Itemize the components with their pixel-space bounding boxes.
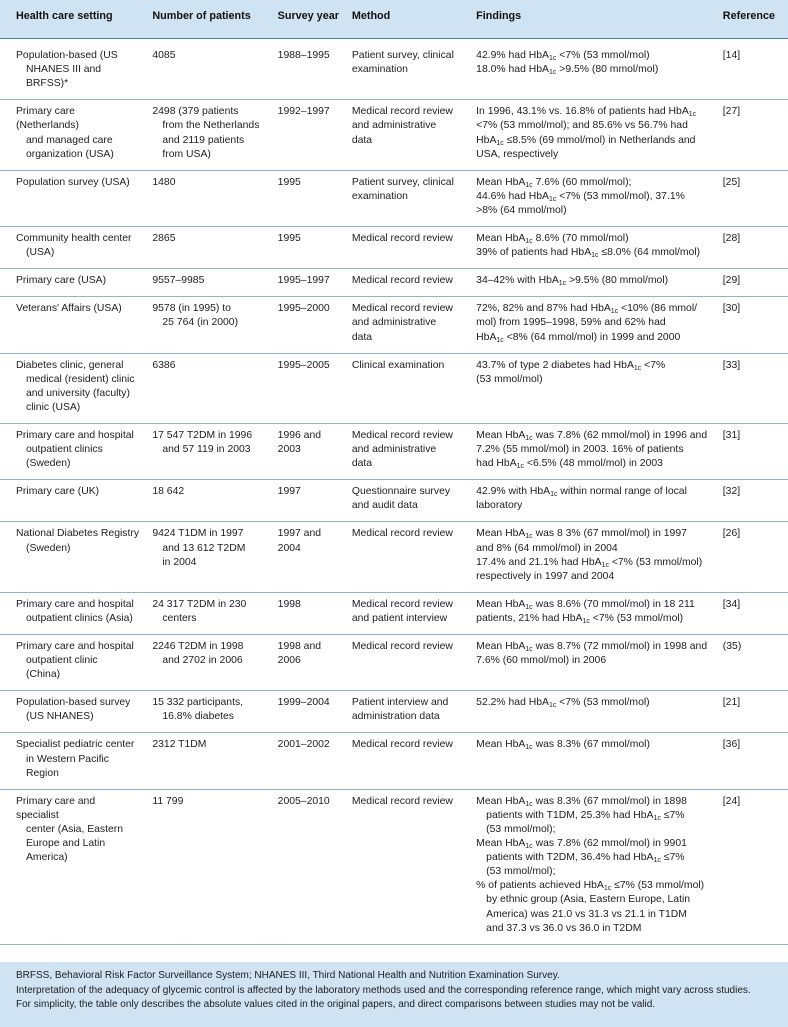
cell-number-of-patients: [146, 789, 271, 944]
table-row: [0, 423, 788, 479]
table-row: [0, 353, 788, 423]
cell-method: [346, 592, 470, 634]
table-row: [0, 170, 788, 226]
cell-findings: [470, 353, 717, 423]
cell-findings-line: and 8% (64 mmol/mol) in 2004: [476, 542, 618, 554]
cell-reference: [24]: [717, 789, 788, 944]
cell-findings-line: (53 mmol/mol);: [486, 866, 556, 878]
cell-survey-year-line: 2004: [277, 542, 301, 554]
cell-health-care-setting: [0, 691, 146, 733]
cell-findings-line: 52.2% had HbA$_{1c}$ <7% (53 mmol/mol): [476, 697, 650, 710]
cell-health-care-setting: [0, 635, 146, 691]
cell-method: [346, 170, 470, 226]
cell-method-line: examination: [351, 190, 408, 202]
cell-survey-year: [272, 592, 346, 634]
cell-health-care-setting: [0, 297, 146, 353]
header-reference: Reference: [717, 0, 788, 39]
cell-findings-line: 7.2% (55 mmol/mol) in 2003. 16% of patients: [476, 444, 684, 456]
cell-method-line: Questionnaire survey: [351, 486, 451, 498]
cell-method: [346, 635, 470, 691]
cell-findings-line: Mean HbA$_{1c}$ was 8.3% (67 mmol/mol): [476, 739, 650, 752]
cell-number-of-patients: [146, 39, 271, 100]
cell-method-line: Medical record review: [351, 429, 453, 441]
cell-method-line: Medical record review: [351, 275, 453, 287]
cell-method-line: Patient survey, clinical: [351, 50, 454, 62]
header-number-of-patients: Number of patients: [146, 0, 271, 39]
cell-survey-year-line: 2003: [277, 444, 301, 456]
cell-findings: [470, 789, 717, 944]
cell-findings-line: Mean HbA$_{1c}$ was 7.8% (62 mmol/mol) in 1996 and: [476, 429, 708, 442]
cell-health-care-setting-line: Population-based survey: [16, 697, 131, 709]
cell-findings-line: Mean HbA$_{1c}$ was 8.6% (70 mmol/mol) in 18 211: [476, 598, 695, 611]
cell-findings-line: laboratory: [476, 500, 523, 512]
cell-number-of-patients-line: 4085: [152, 50, 176, 62]
cell-survey-year: [272, 522, 346, 592]
cell-findings: [470, 592, 717, 634]
cell-findings: [470, 522, 717, 592]
cell-method: [346, 733, 470, 789]
cell-findings-line: (53 mmol/mol);: [486, 823, 556, 835]
cell-number-of-patients-line: 16.8% diabetes: [162, 711, 234, 723]
cell-reference: [14]: [717, 39, 788, 100]
cell-reference: [30]: [717, 297, 788, 353]
cell-findings-line: HbA$_{1c}$ <8% (64 mmol/mol) in 1999 and 2000: [476, 331, 681, 344]
cell-survey-year: [272, 691, 346, 733]
cell-health-care-setting-line: Veterans' Affairs (USA): [16, 303, 122, 315]
cell-number-of-patients-line: from the Netherlands: [162, 120, 260, 132]
cell-survey-year-line: 1995–2005: [277, 359, 330, 371]
cell-survey-year-line: 1992–1997: [277, 106, 330, 118]
cell-number-of-patients-line: 9424 T1DM in 1997: [152, 528, 244, 540]
cell-number-of-patients-line: 15 332 participants,: [152, 697, 244, 709]
cell-method-line: Clinical examination: [351, 359, 445, 371]
cell-survey-year-line: 1995–2000: [277, 303, 330, 315]
cell-findings-line: mol) from 1995–1998, 59% and 62% had: [476, 317, 666, 329]
cell-health-care-setting-line: Europe and Latin: [26, 838, 106, 850]
cell-health-care-setting-line: Population-based (US: [16, 50, 118, 62]
cell-method: [346, 100, 470, 170]
cell-survey-year: [272, 100, 346, 170]
cell-method-line: Patient survey, clinical: [351, 176, 454, 188]
cell-findings-line: 72%, 82% and 87% had HbA$_{1c}$ <10% (86 mmol/: [476, 303, 698, 316]
cell-method-line: Medical record review: [351, 303, 453, 315]
table-row: [0, 227, 788, 269]
cell-number-of-patients-line: and 13 612 T2DM: [162, 542, 246, 554]
cell-health-care-setting-line: Primary care (Netherlands): [16, 106, 79, 132]
cell-number-of-patients: [146, 297, 271, 353]
cell-health-care-setting: [0, 480, 146, 522]
cell-survey-year: [272, 789, 346, 944]
cell-survey-year: [272, 227, 346, 269]
cell-number-of-patients-line: 2498 (379 patients: [152, 106, 239, 118]
cell-findings-line: 18.0% had HbA$_{1c}$ >9.5% (80 mmol/mol): [476, 64, 659, 77]
cell-survey-year-line: 2005–2010: [277, 795, 330, 807]
cell-findings: [470, 423, 717, 479]
header-findings: Findings: [470, 0, 717, 39]
cell-survey-year-line: 1995: [277, 233, 301, 245]
cell-number-of-patients: [146, 353, 271, 423]
table-row: [0, 269, 788, 297]
cell-method: [346, 297, 470, 353]
footnote-interpretation: Interpretation of the adequacy of glycemic control is affected by the laboratory methods used and the corresponding reference range, which might vary across studies.: [16, 984, 751, 996]
cell-findings: [470, 170, 717, 226]
cell-survey-year-line: 2006: [277, 655, 301, 667]
cell-method-line: and administrative: [351, 120, 437, 132]
cell-survey-year: [272, 480, 346, 522]
cell-method-line: Medical record review: [351, 795, 453, 807]
cell-findings-line: >8% (64 mmol/mol): [476, 204, 567, 216]
cell-health-care-setting: [0, 39, 146, 100]
cell-findings-line: 44.6% had HbA$_{1c}$ <7% (53 mmol/mol), 37.1%: [476, 190, 685, 203]
cell-findings: [470, 733, 717, 789]
cell-health-care-setting-line: Population survey (USA): [16, 176, 130, 188]
cell-number-of-patients: [146, 269, 271, 297]
cell-findings: [470, 269, 717, 297]
cell-method-line: and audit data: [351, 500, 418, 512]
cell-method-line: and administrative: [351, 444, 437, 456]
cell-health-care-setting-line: (China): [26, 669, 61, 681]
cell-reference: [33]: [717, 353, 788, 423]
cell-health-care-setting: [0, 100, 146, 170]
cell-reference: [32]: [717, 480, 788, 522]
cell-method-line: and administrative: [351, 317, 437, 329]
cell-number-of-patients-line: 9557–9985: [152, 275, 205, 287]
cell-reference: [28]: [717, 227, 788, 269]
cell-method-line: data: [351, 458, 373, 470]
cell-health-care-setting-line: Region: [26, 767, 59, 779]
cell-findings-line: Mean HbA$_{1c}$ was 8 3% (67 mmol/mol) in 1997: [476, 528, 687, 541]
cell-health-care-setting-line: (US NHANES): [26, 711, 94, 723]
cell-method: [346, 39, 470, 100]
cell-findings-line: % of patients achieved HbA$_{1c}$ ≤7% (53 mmol/mol): [476, 880, 705, 893]
cell-health-care-setting-line: (Sweden): [26, 458, 71, 470]
cell-number-of-patients: [146, 423, 271, 479]
cell-health-care-setting: [0, 353, 146, 423]
cell-method-line: Medical record review: [351, 739, 453, 751]
cell-findings-line: respectively in 1997 and 2004: [476, 570, 615, 582]
cell-findings-line: <7% (53 mmol/mol); and 85.6% vs 56.7% had: [476, 120, 688, 132]
cell-health-care-setting-line: (USA): [26, 247, 55, 259]
cell-reference: [27]: [717, 100, 788, 170]
cell-number-of-patients-line: centers: [162, 612, 197, 624]
cell-health-care-setting-line: outpatient clinics: [26, 444, 103, 456]
cell-method-line: and patient interview: [351, 612, 448, 624]
cell-findings-line: Mean HbA$_{1c}$ was 8.7% (72 mmol/mol) in 1998 and: [476, 641, 708, 653]
cell-method: [346, 480, 470, 522]
cell-health-care-setting: [0, 592, 146, 634]
table-body: [0, 39, 788, 945]
cell-health-care-setting-line: clinic (USA): [26, 401, 81, 413]
cell-health-care-setting-line: NHANES III and: [26, 64, 102, 76]
cell-health-care-setting: [0, 269, 146, 297]
cell-findings-line: by ethnic group (Asia, Eastern Europe, Latin: [486, 894, 691, 906]
cell-reference: [26]: [717, 522, 788, 592]
cell-health-care-setting: [0, 423, 146, 479]
cell-reference: [36]: [717, 733, 788, 789]
cell-number-of-patients-line: 24 317 T2DM in 230: [152, 598, 247, 610]
cell-method: [346, 227, 470, 269]
cell-number-of-patients-line: 2312 T1DM: [152, 739, 207, 751]
cell-health-care-setting-line: in Western Pacific: [26, 753, 109, 765]
cell-survey-year-line: 1997: [277, 486, 301, 498]
cell-method-line: examination: [351, 64, 408, 76]
cell-method: [346, 789, 470, 944]
table-row: [0, 789, 788, 944]
cell-number-of-patients-line: 6386: [152, 359, 176, 371]
table-row: [0, 635, 788, 691]
cell-number-of-patients: [146, 100, 271, 170]
cell-method: [346, 353, 470, 423]
cell-number-of-patients: [146, 227, 271, 269]
cell-survey-year-line: 1995: [277, 176, 301, 188]
cell-findings-line: 34–42% with HbA$_{1c}$ >9.5% (80 mmol/mol): [476, 275, 669, 288]
cell-health-care-setting-line: Primary care and hospital: [16, 429, 134, 441]
cell-findings: [470, 39, 717, 100]
cell-health-care-setting: [0, 170, 146, 226]
cell-reference: [31]: [717, 423, 788, 479]
cell-findings: [470, 227, 717, 269]
cell-findings-line: In 1996, 43.1% vs. 16.8% of patients had HbA$_{1c}$: [476, 106, 697, 119]
cell-findings-line: patients with T2DM, 36.4% had HbA$_{1c}$ ≤7%: [486, 852, 685, 865]
cell-survey-year: [272, 733, 346, 789]
cell-method-line: Medical record review: [351, 106, 453, 118]
cell-number-of-patients-line: 2246 T2DM in 1998: [152, 641, 244, 652]
cell-health-care-setting-line: Diabetes clinic, general: [16, 359, 124, 371]
cell-findings-line: Mean HbA$_{1c}$ was 8.3% (67 mmol/mol) in 1898: [476, 795, 687, 808]
cell-number-of-patients-line: 1480: [152, 176, 176, 188]
cell-findings-line: and 37.3 vs 36.0 vs 36.0 in T2DM: [486, 922, 642, 934]
cell-health-care-setting-line: organization (USA): [26, 148, 114, 160]
header-survey-year: Survey year: [272, 0, 346, 39]
footnote-simplicity: For simplicity, the table only describes the absolute values cited in the original papers, and direct comparisons between studies may not be valid.: [16, 999, 656, 1011]
cell-number-of-patients-line: 25 764 (in 2000): [162, 317, 239, 329]
cell-method: [346, 522, 470, 592]
cell-health-care-setting-line: outpatient clinics (Asia): [26, 612, 133, 624]
cell-number-of-patients: [146, 522, 271, 592]
cell-findings-line: 42.9% had HbA$_{1c}$ <7% (53 mmol/mol): [476, 50, 650, 63]
cell-health-care-setting-line: America): [26, 852, 68, 864]
table-row: [0, 39, 788, 100]
cell-survey-year-line: 2001–2002: [277, 739, 330, 751]
cell-findings-line: America) was 21.0 vs 31.3 vs 21.1 in T1DM: [486, 908, 687, 920]
cell-survey-year-line: 1999–2004: [277, 697, 330, 709]
cell-survey-year-line: 1997 and: [277, 528, 322, 540]
cell-survey-year: [272, 297, 346, 353]
cell-findings-line: Mean HbA$_{1c}$ was 7.8% (62 mmol/mol) in 9901: [476, 838, 687, 851]
cell-findings-line: HbA$_{1c}$ ≤8.5% (69 mmol/mol) in Netherlands and: [476, 134, 696, 147]
cell-findings-line: (53 mmol/mol): [476, 373, 543, 385]
cell-findings-line: 39% of patients had HbA$_{1c}$ ≤8.0% (64 mmol/mol): [476, 247, 701, 260]
cell-number-of-patients-line: in 2004: [162, 556, 197, 568]
cell-findings-line: patients with T1DM, 25.3% had HbA$_{1c}$ ≤7%: [486, 809, 685, 822]
cell-findings-line: 42.9% with HbA$_{1c}$ within normal range of local: [476, 486, 687, 499]
cell-method-line: administration data: [351, 711, 440, 723]
cell-findings: [470, 480, 717, 522]
cell-findings-line: 7.6% (60 mmol/mol) in 2006: [476, 655, 607, 667]
cell-number-of-patients-line: 11 799: [152, 795, 184, 807]
cell-health-care-setting-line: National Diabetes Registry: [16, 528, 140, 540]
cell-findings-line: Mean HbA$_{1c}$ 7.6% (60 mmol/mol);: [476, 176, 632, 189]
cell-health-care-setting-line: (Sweden): [26, 542, 71, 554]
cell-health-care-setting: [0, 789, 146, 944]
cell-health-care-setting-line: Primary care (USA): [16, 275, 107, 287]
cell-survey-year: [272, 269, 346, 297]
cell-survey-year: [272, 423, 346, 479]
cell-reference: [34]: [717, 592, 788, 634]
header-method: Method: [346, 0, 470, 39]
cell-findings-line: 17.4% and 21.1% had HbA$_{1c}$ <7% (53 mmol/mol): [476, 556, 703, 569]
table-row: [0, 691, 788, 733]
table-row: [0, 733, 788, 789]
cell-survey-year-line: 1988–1995: [277, 50, 330, 62]
cell-findings-line: Mean HbA$_{1c}$ 8.6% (70 mmol/mol): [476, 233, 629, 246]
cell-method: [346, 269, 470, 297]
table-row: [0, 592, 788, 634]
cell-health-care-setting: [0, 522, 146, 592]
cell-number-of-patients: [146, 170, 271, 226]
cell-survey-year-line: 1995–1997: [277, 275, 330, 287]
cell-survey-year: [272, 635, 346, 691]
cell-method: [346, 423, 470, 479]
cell-health-care-setting-line: BRFSS)*: [26, 78, 69, 90]
table-row: [0, 522, 788, 592]
cell-reference: [21]: [717, 691, 788, 733]
cell-number-of-patients: [146, 480, 271, 522]
cell-method-line: data: [351, 134, 373, 146]
cell-number-of-patients-line: 18 642: [152, 486, 185, 498]
cell-number-of-patients-line: 2865: [152, 233, 176, 245]
table-footnotes: [0, 962, 788, 1027]
footnote-abbreviations: BRFSS, Behavioral Risk Factor Surveillance System; NHANES III, Third National Health and Nutrition Examination Survey.: [16, 970, 560, 981]
cell-findings: [470, 100, 717, 170]
cell-health-care-setting-line: medical (resident) clinic: [26, 373, 135, 385]
cell-findings: [470, 297, 717, 353]
cell-health-care-setting-line: and managed care: [26, 134, 113, 146]
cell-number-of-patients: [146, 592, 271, 634]
cell-health-care-setting-line: center (Asia, Eastern: [26, 823, 124, 835]
cell-method-line: Medical record review: [351, 528, 453, 540]
cell-findings-line: USA, respectively: [476, 148, 559, 160]
cell-number-of-patients-line: 9578 (in 1995) to: [152, 303, 231, 315]
cell-findings: [470, 691, 717, 733]
cell-findings-line: patients, 21% had HbA$_{1c}$ <7% (53 mmol/mol): [476, 612, 684, 625]
cell-reference: [25]: [717, 170, 788, 226]
cell-health-care-setting-line: Community health center: [16, 233, 132, 245]
cell-number-of-patients-line: and 2119 patients: [162, 134, 245, 146]
cell-survey-year: [272, 353, 346, 423]
cell-survey-year: [272, 39, 346, 100]
cell-health-care-setting-line: Primary care (UK): [16, 486, 100, 498]
table-row: [0, 100, 788, 170]
cell-number-of-patients: [146, 733, 271, 789]
cell-findings: [470, 635, 717, 691]
cell-health-care-setting: [0, 733, 146, 789]
cell-method-line: Medical record review: [351, 233, 453, 245]
cell-health-care-setting-line: Primary care and specialist: [16, 795, 96, 821]
table-row: [0, 297, 788, 353]
cell-method-line: Medical record review: [351, 598, 453, 610]
cell-health-care-setting: [0, 227, 146, 269]
cell-number-of-patients-line: 17 547 T2DM in 1996: [152, 429, 253, 441]
cell-number-of-patients-line: and 57 119 in 2003: [162, 444, 251, 456]
cell-health-care-setting-line: and university (faculty): [26, 387, 130, 399]
cell-survey-year-line: 1996 and: [277, 429, 322, 441]
cell-health-care-setting-line: Primary care and hospital: [16, 641, 134, 652]
cell-findings-line: had HbA$_{1c}$ <6.5% (48 mmol/mol) in 2003: [476, 458, 663, 471]
cell-number-of-patients-line: and 2702 in 2006: [162, 655, 243, 667]
cell-number-of-patients: [146, 691, 271, 733]
cell-survey-year-line: 1998: [277, 598, 301, 610]
cell-survey-year-line: 1998 and: [277, 641, 322, 652]
table-header-row: [0, 0, 788, 39]
cell-reference: [29]: [717, 269, 788, 297]
header-health-care-setting: Health care setting: [0, 0, 146, 39]
cell-survey-year: [272, 170, 346, 226]
cell-method: [346, 691, 470, 733]
cell-method-line: Patient interview and: [351, 697, 449, 709]
cell-number-of-patients: [146, 635, 271, 691]
cell-health-care-setting-line: outpatient clinic: [26, 655, 98, 667]
cell-reference: (35): [717, 635, 788, 691]
table-row: [0, 480, 788, 522]
cell-number-of-patients-line: from USA): [162, 148, 211, 160]
cell-method-line: data: [351, 331, 373, 343]
cell-health-care-setting-line: Specialist pediatric center: [16, 739, 135, 751]
cell-findings-line: 43.7% of type 2 diabetes had HbA$_{1c}$ <7%: [476, 359, 666, 372]
cell-health-care-setting-line: Primary care and hospital: [16, 598, 134, 610]
cell-method-line: Medical record review: [351, 641, 453, 652]
